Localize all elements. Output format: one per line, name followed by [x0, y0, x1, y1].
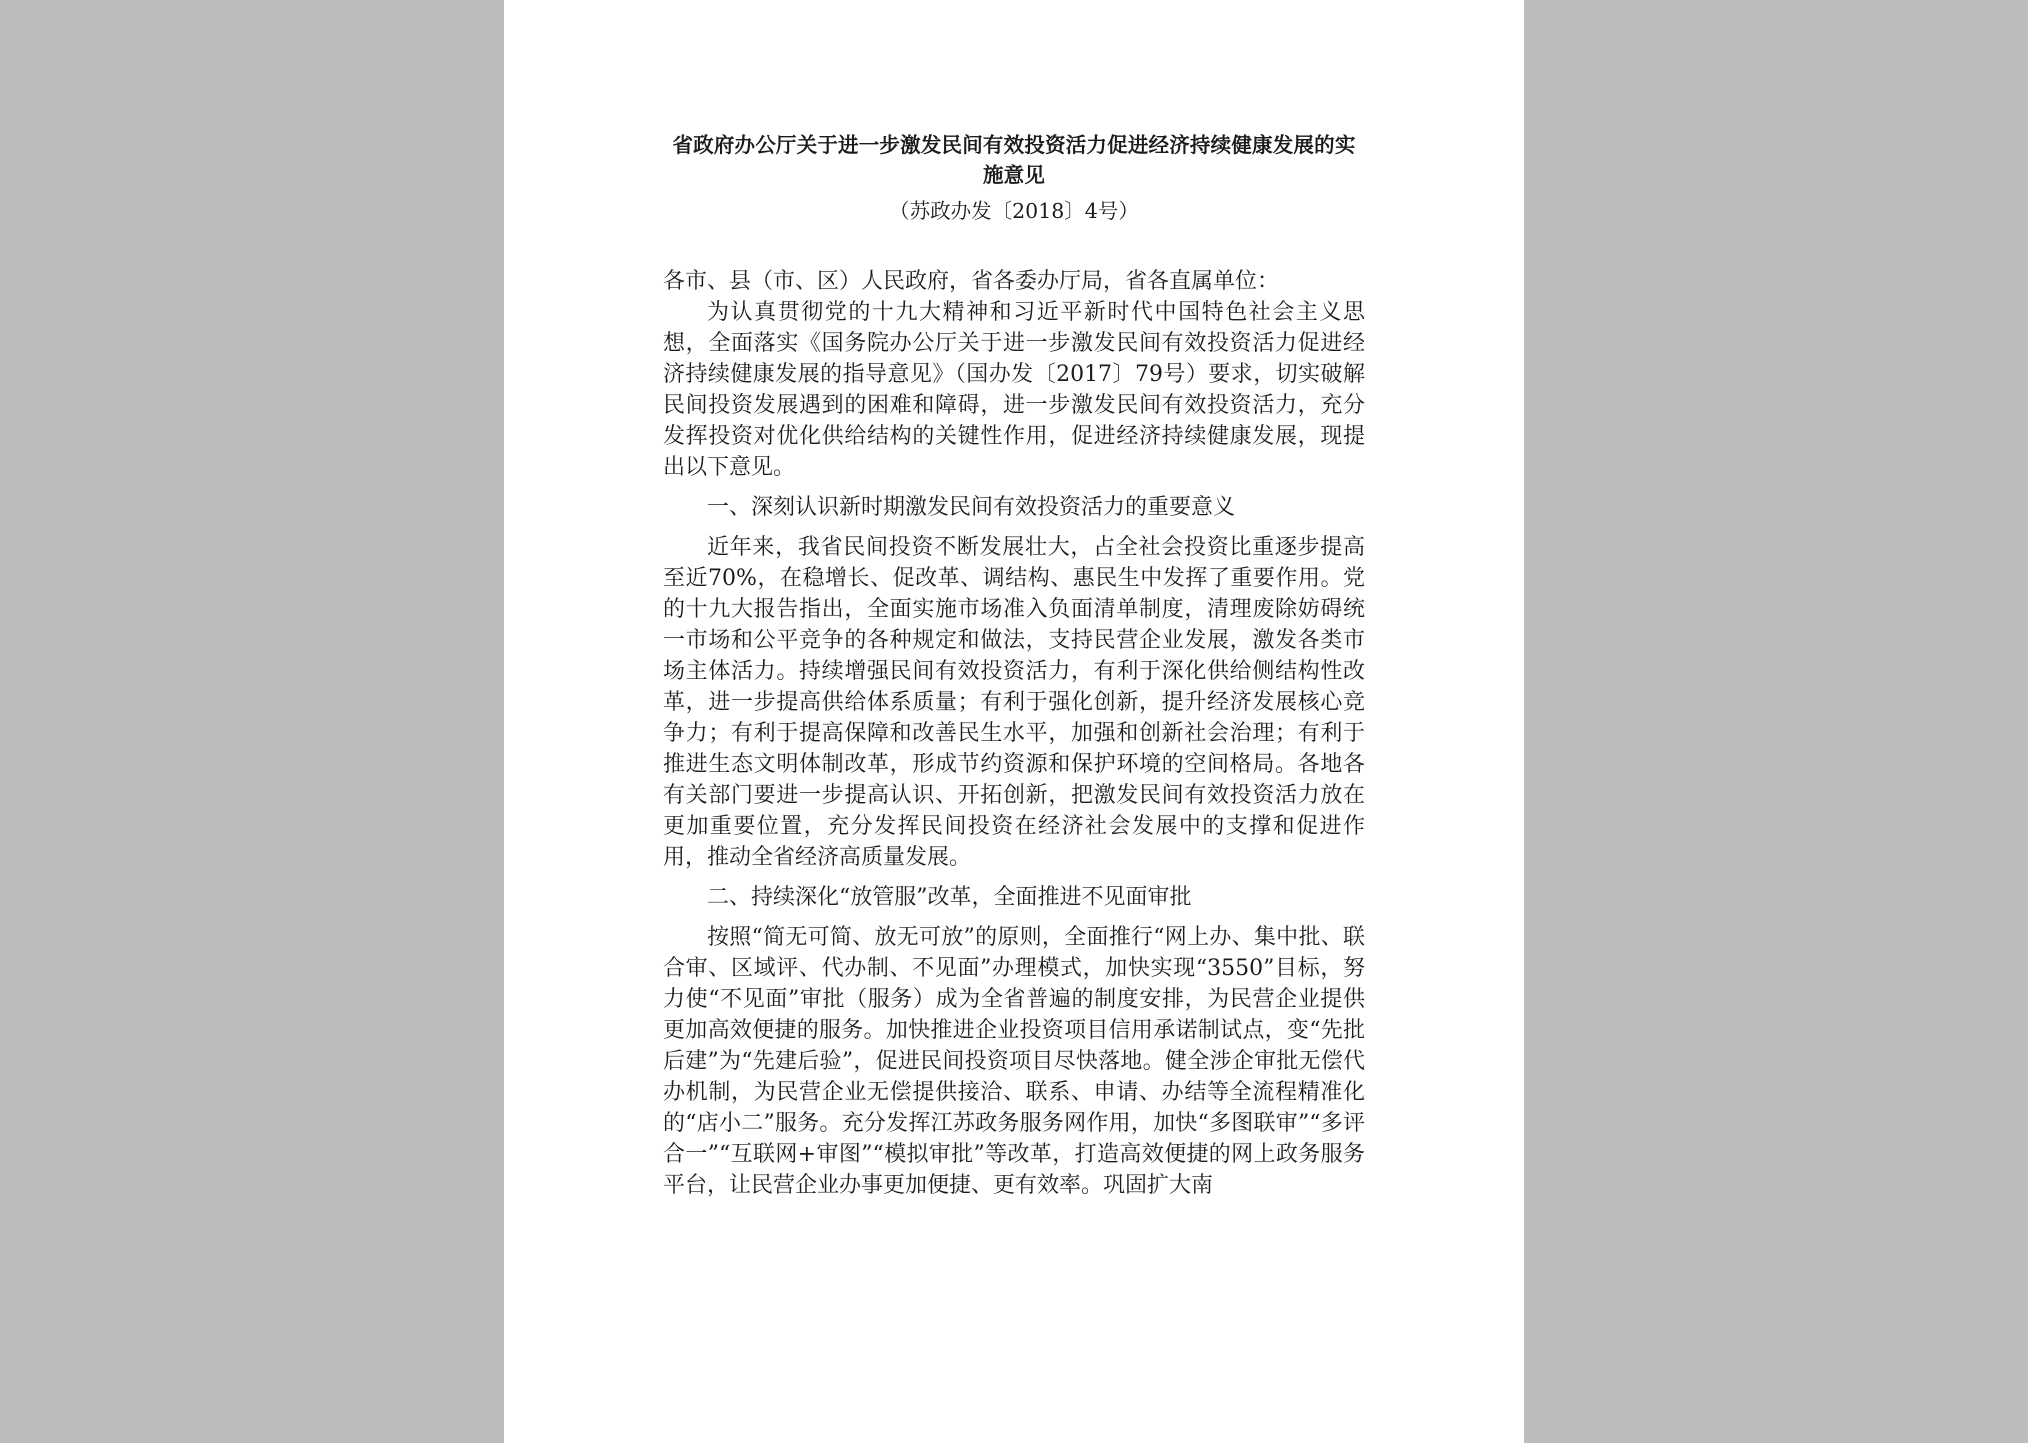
section-heading-2: 二、持续深化“放管服”改革，全面推进不见面审批: [707, 885, 1192, 910]
section-heading-1: 一、深刻认识新时期激发民间有效投资活力的重要意义: [707, 495, 1236, 520]
document-page: [504, 0, 1524, 1443]
intro-paragraph: 为认真贯彻党的十九大精神和习近平新时代中国特色社会主义思想，全面落实《国务院办公厅关于进一步激发民间有效投资活力促进经济持续健康发展的指导意见》（国办发〔2017〕79号）要求，切实破解民间投资发展遇到的困难和障碍，进一步激发民间有效投资活力，充分发挥投资对优化供给结构的关键性作用，促进经济持续健康发展，现提出以下意见。: [663, 300, 1365, 480]
document-number: （苏政办发〔2018〕4号）: [889, 199, 1139, 223]
document-body: [663, 130, 1365, 1201]
addressee-line: 各市、县（市、区）人民政府，省各委办厅局，省各直属单位：: [663, 269, 1280, 294]
section-paragraph-1: 近年来，我省民间投资不断发展壮大，占全社会投资比重逐步提高至近70%，在稳增长、促改革、调结构、惠民生中发挥了重要作用。党的十九大报告指出，全面实施市场准入负面清单制度，清理废除妨碍统一市场和公平竞争的各种规定和做法，支持民营企业发展，激发各类市场主体活力。持续增强民间有效投资活力，有利于深化供给侧结构性改革，进一步提高供给体系质量；有利于强化创新，提升经济发展核心竞争力；有利于提高保障和改善民生水平，加强和创新社会治理；有利于推进生态文明体制改革，形成节约资源和保护环境的空间格局。各地各有关部门要进一步提高认识、开拓创新，把激发民间有效投资活力放在更加重要位置，充分发挥民间投资在经济社会发展中的支撑和促进作用，推动全省经济高质量发展。: [663, 535, 1365, 870]
section-paragraph-2: 按照“简无可简、放无可放”的原则，全面推行“网上办、集中批、联合审、区域评、代办制、不见面”办理模式，加快实现“3550”目标，努力使“不见面”审批（服务）成为全省普遍的制度安排，为民营企业提供更加高效便捷的服务。加快推进企业投资项目信用承诺制试点，变“先批后建”为“先建后验”，促进民间投资项目尽快落地。健全涉企审批无偿代办机制，为民营企业无偿提供接洽、联系、申请、办结等全流程精准化的“店小二”服务。充分发挥江苏政务服务网作用，加快“多图联审”“多评合一”“互联网+审图”“模拟审批”等改革，打造高效便捷的网上政务服务平台，让民营企业办事更加便捷、更有效率。巩固扩大南: [663, 925, 1365, 1198]
document-title: 省政府办公厅关于进一步激发民间有效投资活力促进经济持续健康发展的实施意见: [672, 133, 1356, 187]
